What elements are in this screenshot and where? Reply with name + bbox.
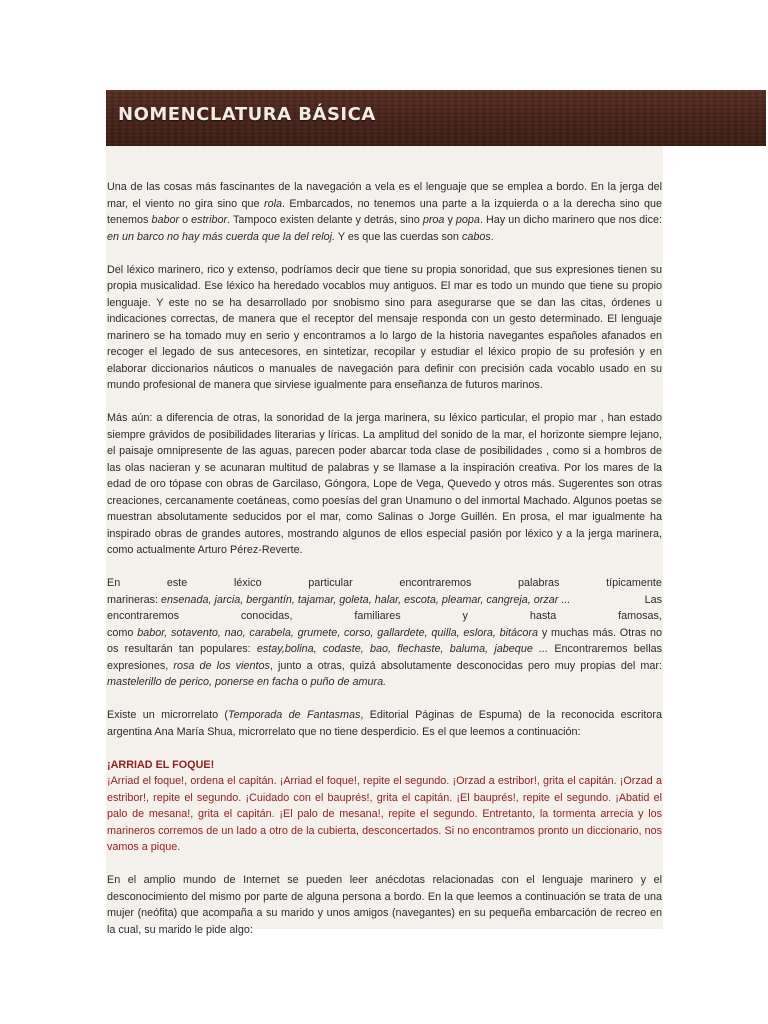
page-title: NOMENCLATURA BÁSICA — [118, 104, 376, 125]
words-line-rest: como babor, sotavento, nao, carabela, grumete, corso, gallardete, quilla, eslora, bitácora y muchas más. Otras no os resultarán tan populares: estay,bolina, codaste, bao, flechaste, baluma, jabeque ... Encontraremos bellas expresiones, rosa de los vientos, junto a otras, quizá absolutamente desconocidas pero muy propias del mar: mastelerillo de perico, ponerse en facha o puño de amura. — [107, 626, 663, 688]
paragraph-microstory-intro: Existe un microrrelato (Temporada de Fantasmas, Editorial Páginas de Espuma) de la reconocida escritora argentina Ana María Shua, microrrelato que no tiene desperdicio. Es el que leemos a continuación: — [107, 709, 662, 738]
microstory-text: ¡Arriad el foque!, ordena el capitán. ¡Arriad el foque!, repite el segundo. ¡Orzad a estribor!, grita el capitán. ¡Orzad a estribor!, repite el segundo. ¡Cuidado con el bauprés!, grita el capitán. ¡El bauprés!, repite el segundo. ¡Abatid el palo de mesana!, grita el capitán. ¡El palo de mesana!, repite el segundo. Entretanto, la tormenta arrecia y los marineros corremos de un lado a otro de la cubierta, desconcertados. Si no encontramos pronto un diccionario, nos vamos a pique. — [107, 775, 662, 853]
words-line-2: marineras: ensenada, jarcia, bergantín, tajamar, goleta, halar, escota, pleamar, cangreja, orzar ... Las — [107, 593, 662, 606]
microstory — [107, 757, 662, 856]
paragraph-internet: En el amplio mundo de Internet se pueden leer anécdotas relacionadas con el lenguaje marinero y el desconocimiento del mismo por parte de alguna persona a bordo. En la que leemos a continuación se trata de una mujer (neófita) que acompaña a su marido y unos amigos (navegantes) en su pequeña embarcación de recreo en la cual, su marido le pide algo: — [107, 874, 662, 936]
paragraph-words — [107, 575, 662, 691]
paragraph-intro: Una de las cosas más fascinantes de la navegación a vela es el lenguaje que se emplea a bordo. En la jerga del mar, el viento no gira sino que rola. Embarcados, no tenemos una parte a la izquierda o a la derecha sino que tenemos babor o estribor. Tampoco existen delante y detrás, sino proa y popa. Hay un dicho marinero que nos dice: en un barco no hay más cuerda que la del reloj. Y es que las cuerdas son cabos. — [107, 181, 662, 243]
words-line-3: encontraremos conocidas, familiares y hasta famosas, — [107, 610, 662, 622]
paragraph-literature: Más aún: a diferencia de otras, la sonoridad de la jerga marinera, su léxico particular, el propio mar , han estado siempre grávidos de posibilidades literarias y líricas. La amplitud del sonido de la mar, el horizonte siempre lejano, el paisaje omnipresente de las aguas, parecen poder abarcar toda clase de posibilidades , como si a hombros de las olas nacieran y se acunaran multitud de palabras y se llamase a la inspiración creativa. Por los mares de la edad de oro tópase con obras de Garcilaso, Góngora, Lope de Vega, Quevedo y otros más. Sugerentes son otras creaciones, cercanamente coetáneas, como poesías del gran Unamuno o del inmortal Machado. Algunos poetas se muestran absolutamente seducidos por el mar, como Salinas o Jorge Guillén. En prosa, el mar igualmente ha inspirado obras de grandes autores, mostrando algunos de ellos especial pasión por léxico y a la jerga marinera, como actualmente Arturo Pérez-Reverte. — [107, 412, 662, 556]
paragraph-lexicon: Del léxico marinero, rico y extenso, podríamos decir que tiene su propia sonoridad, que sus expresiones tienen su propia musicalidad. Ese léxico ha heredado vocablos muy antiguos. El mar es todo un mundo que tiene su propio lenguaje. Y este no se ha desarrollado por snobismo sino para asegurarse que se dan las citas, órdenes u indicaciones correctas, de manera que el receptor del mensaje responda con un gesto determinado. El lenguaje marinero se ha tomado muy en serio y encontramos a lo largo de la historia navegantes españoles afanados en recoger el legado de sus antecesores, en sintetizar, recopilar y estudiar el léxico propio de su profesión y en elaborar diccionarios náuticos o manuales de navegación para definir con precisión cada vocablo usado en su mundo profesional de manera que sirviese igualmente para enseñanza de futuros marinos. — [107, 263, 662, 391]
words-line-1: En este léxico particular encontraremos palabras típicamente — [107, 577, 662, 589]
microstory-title: ¡ARRIAD EL FOQUE! — [107, 758, 215, 771]
article-body — [107, 179, 662, 955]
header-banner — [106, 90, 766, 146]
